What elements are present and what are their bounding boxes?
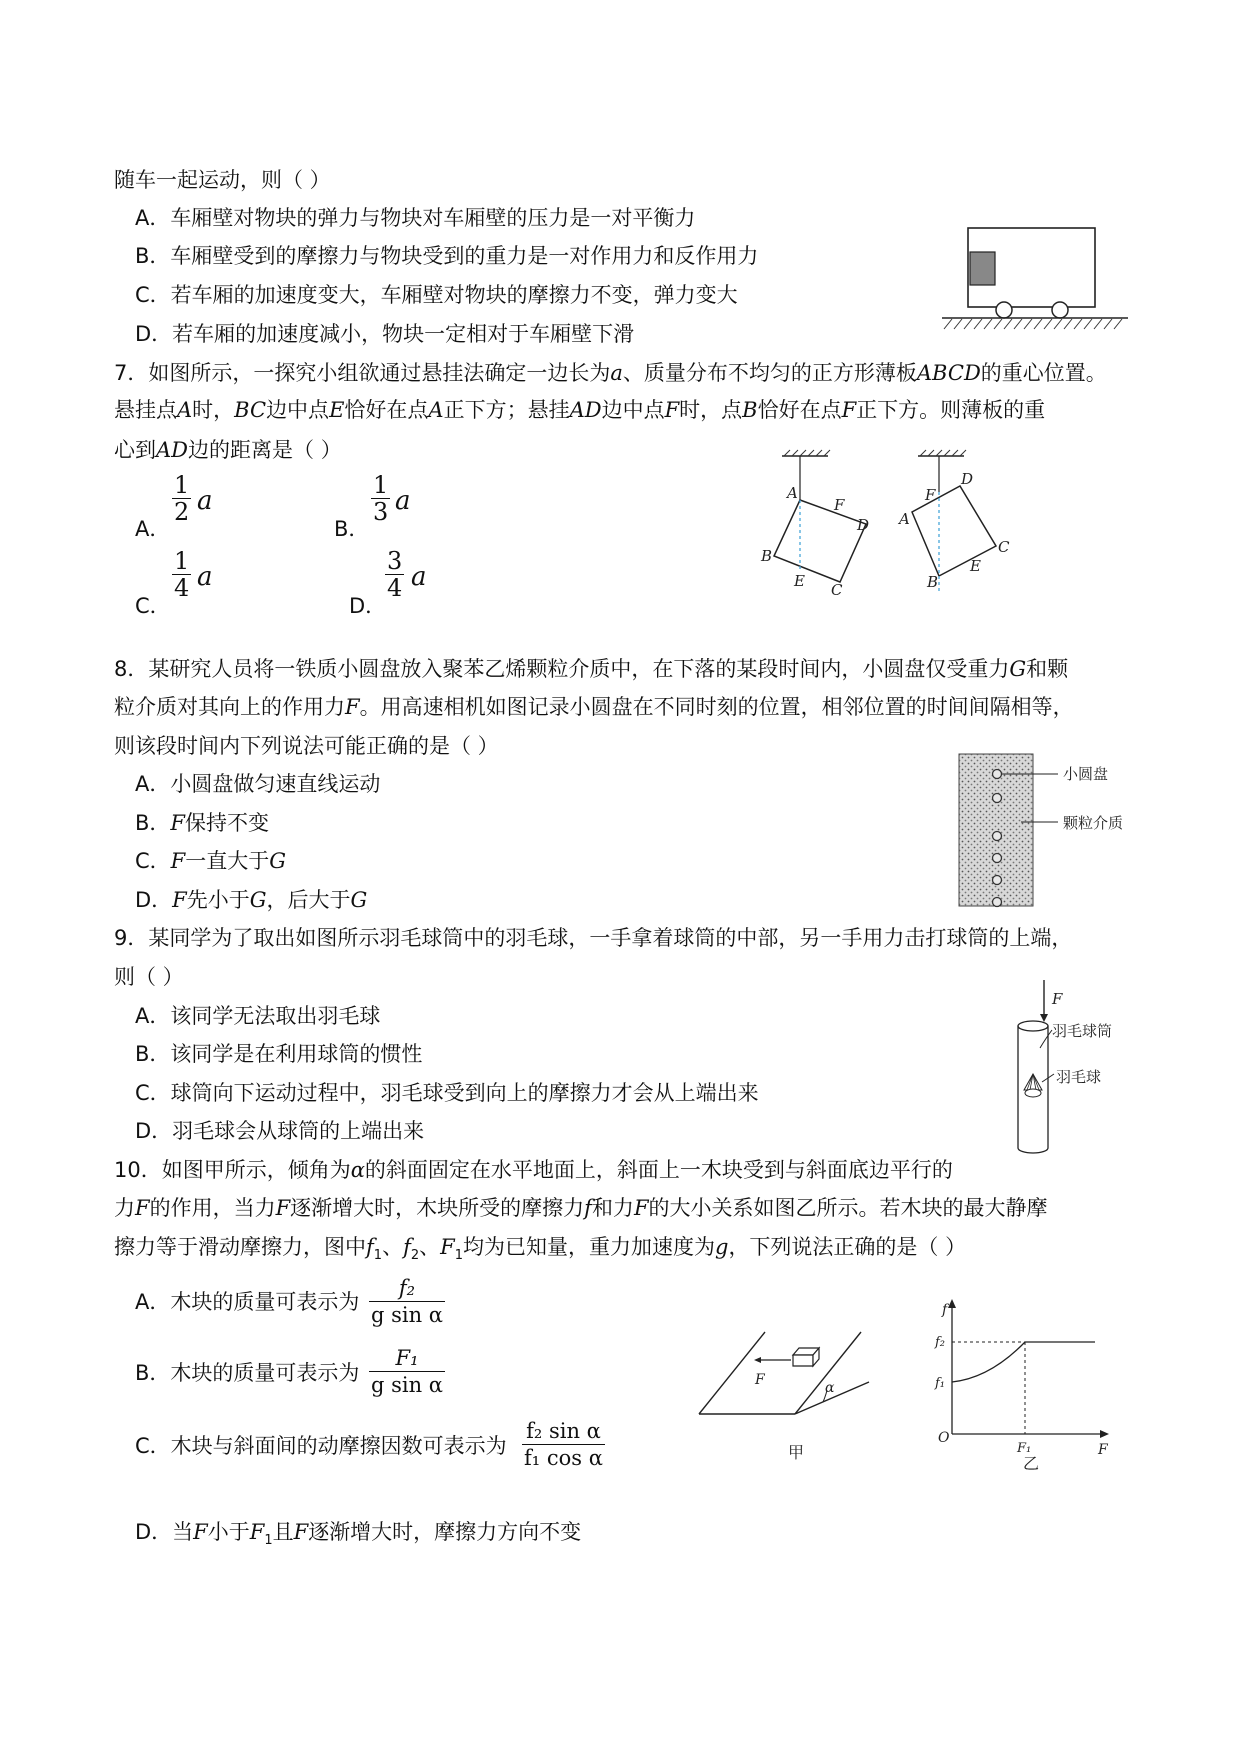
fig-label-f: F: [834, 496, 845, 514]
q7-option-c-label: C．: [135, 594, 171, 618]
q8-line-3: 则该段时间内下列说法可能正确的是（ ）: [114, 734, 499, 758]
q10-text: 且: [272, 1520, 294, 1544]
curve: [952, 1342, 1025, 1382]
fraction-denominator: f₁ cos α: [524, 1446, 603, 1470]
q7-text: 心到: [114, 438, 156, 462]
q8-text: 8．某研究人员将一铁质小圆盘放入聚苯乙烯颗粒介质中，在下落的某段时间内，小圆盘仅受重力: [114, 657, 1010, 681]
q10-text: ，下列说法正确的是（ ）: [728, 1235, 967, 1259]
fig-origin: O: [938, 1430, 950, 1446]
q10-var: F: [633, 1196, 649, 1220]
fig-force-f: F: [755, 1372, 765, 1388]
fig-label-c: C: [998, 538, 1010, 556]
q7-figure-hanging-plates: [750, 450, 1020, 610]
fig-axis-f: f: [942, 1302, 948, 1318]
q8-var: F: [345, 695, 360, 719]
q7-text: 边的距离是（ ）: [188, 438, 342, 462]
q6-figure-truck: [940, 224, 1130, 334]
fig-axis-force: F: [1098, 1442, 1108, 1458]
q10-sub: 1: [264, 1533, 273, 1549]
q6-option-d: D．若车厢的加速度减小，物块一定相对于车厢壁下滑: [135, 322, 635, 346]
fraction-numerator: 3: [387, 547, 403, 575]
q10-text: 力: [114, 1196, 135, 1220]
q8-option-b: [135, 810, 269, 836]
q8-text: 一直大于: [185, 849, 270, 873]
q7-text: 时，: [192, 398, 235, 422]
q8-var: F: [170, 811, 185, 835]
q10-option-b-text: B．木块的质量可表示为: [135, 1361, 360, 1385]
q6-stem-tail: 随车一起运动，则（ ）: [114, 168, 331, 192]
q7-option-b-label: B．: [334, 517, 370, 541]
fraction-denominator: 4: [387, 574, 403, 602]
q10-text: 擦力等于滑动摩擦力，图中: [114, 1235, 366, 1259]
q10-text: 的大小关系如图乙所示。若木块的最大静摩: [648, 1196, 1048, 1220]
q6-option-b: B．车厢壁受到的摩擦力与物块受到的重力是一对作用力和反作用力: [135, 244, 759, 268]
q10-text: 逐渐增大时，摩擦力方向不变: [308, 1520, 582, 1544]
q8-var: F: [172, 888, 187, 912]
q10-option-c-text: C．木块与斜面间的动摩擦因数可表示为: [135, 1434, 507, 1458]
q10-text: D．当: [135, 1520, 194, 1544]
q8-option-a: A．小圆盘做匀速直线运动: [135, 772, 381, 796]
q10-option-a-fraction: [369, 1275, 445, 1328]
fraction-denominator: 2: [174, 498, 190, 526]
q7-line-3: [114, 437, 342, 463]
q7-option-d-label: D．: [349, 594, 387, 618]
q8-text: 保持不变: [185, 811, 269, 835]
q10-var: F: [293, 1520, 309, 1544]
q7-var: F: [664, 398, 680, 422]
q10-var: α: [350, 1158, 365, 1182]
q7-var: BC: [234, 398, 267, 422]
q7-var: F: [841, 398, 857, 422]
fig-alpha: α: [825, 1380, 835, 1396]
fraction-numerator: f₂: [398, 1276, 416, 1300]
q7-text: 边中点: [266, 398, 330, 422]
fig-label-b: B: [927, 573, 939, 591]
q10-var: f: [366, 1235, 374, 1259]
q10-text: 小于: [207, 1520, 250, 1544]
q7-option-d-var: a: [411, 562, 427, 592]
q8-text: 粒介质对其向上的作用力: [114, 695, 345, 719]
q10-text: 均为已知量，重力加速度为: [462, 1235, 715, 1259]
q7-var: A: [428, 398, 444, 422]
fig-label-e: E: [794, 572, 805, 590]
q7-option-a-label: A．: [135, 517, 171, 541]
fig-f2-label: f₂: [935, 1335, 946, 1350]
fig-label-e: E: [970, 557, 981, 575]
q8-option-c: [135, 848, 286, 874]
q10-option-b-fraction: [369, 1345, 445, 1398]
q6-option-c: C．若车厢的加速度变大，车厢壁对物块的摩擦力不变，弹力变大: [135, 283, 738, 307]
q10-option-a-text: A．木块的质量可表示为: [135, 1290, 360, 1314]
tube-top: [1018, 1021, 1048, 1031]
q7-text: 7．如图所示，一探究小组欲通过悬挂法确定一边长为: [114, 361, 611, 385]
q10-var: F: [440, 1235, 455, 1259]
fraction-denominator: g sin α: [371, 1373, 443, 1397]
fig-force-f: F: [1052, 990, 1063, 1008]
fig-label-d: D: [857, 516, 870, 534]
q9-line-2: 则（ ）: [114, 965, 184, 989]
block: [793, 1348, 819, 1366]
q8-text: B．: [135, 811, 171, 835]
q10-var: F: [135, 1196, 150, 1220]
q7-var: AD: [569, 398, 602, 422]
q7-option-c-fraction: [172, 548, 191, 601]
q7-text: 边中点: [601, 398, 665, 422]
block: [970, 252, 995, 285]
q10-text: 和力: [591, 1196, 634, 1220]
q9-option-c: C．球筒向下运动过程中，羽毛球受到向上的摩擦力才会从上端出来: [135, 1081, 759, 1105]
q7-text: 正下方；悬挂: [443, 398, 570, 422]
ground-hatch: [944, 319, 1122, 329]
q8-text: C．: [135, 849, 171, 873]
q10-line-2: [114, 1195, 1048, 1221]
q7-option-a-fraction: [172, 472, 191, 525]
q7-var: B: [742, 398, 758, 422]
q8-option-d: [135, 887, 367, 913]
fig-label-a: A: [899, 510, 910, 528]
q7-var-a: a: [610, 361, 623, 385]
q7-var: E: [329, 398, 345, 422]
fig-f1-label: f₁: [935, 1376, 946, 1391]
q7-option-b-var: a: [395, 486, 411, 516]
q8-text: 先小于: [186, 888, 250, 912]
q8-text: ，后大于: [266, 888, 351, 912]
fraction-denominator: 3: [373, 498, 389, 526]
q10-text: 的作用，当力: [149, 1196, 276, 1220]
q7-option-c-var: a: [197, 562, 213, 592]
q8-var: F: [170, 849, 186, 873]
q7-text: 的重心位置。: [980, 361, 1107, 385]
q10-var: f: [584, 1196, 592, 1220]
fig-caption-yi: 乙: [1023, 1454, 1040, 1473]
fraction-denominator: 4: [174, 574, 190, 602]
shuttlecock: [1024, 1074, 1042, 1097]
fraction-numerator: 1: [373, 471, 389, 499]
q6-option-a: A．车厢壁对物块的弹力与物块对车厢壁的压力是一对平衡力: [135, 206, 696, 230]
q7-var: AD: [156, 438, 189, 462]
q9-figure-shuttlecock-tube: [1000, 978, 1140, 1158]
q8-var: G: [269, 849, 287, 873]
fig-tube-label: 羽毛球筒: [1052, 1022, 1113, 1040]
q8-text: D．: [135, 888, 173, 912]
fig-label-a: A: [787, 484, 798, 502]
q7-var-abcd: ABCD: [916, 361, 981, 385]
q10-option-c-fraction: [522, 1418, 605, 1471]
q10-var: f: [403, 1235, 411, 1259]
q8-line-1: [114, 656, 1068, 682]
q8-text: 。用高速相机如图记录小圆盘在不同时刻的位置，相邻位置的时间间隔相等，: [359, 695, 1074, 719]
fig-label-d: D: [961, 470, 974, 488]
q7-var: A: [177, 398, 193, 422]
q10-var: F: [249, 1520, 265, 1544]
q9-option-a: A．该同学无法取出羽毛球: [135, 1004, 381, 1028]
q10-line-3: [114, 1234, 966, 1269]
q7-text: 时，点: [679, 398, 743, 422]
fraction-numerator: 1: [174, 547, 190, 575]
q10-figure-incline: [695, 1320, 875, 1470]
q8-text: 和颗: [1026, 657, 1069, 681]
q10-var: g: [714, 1235, 729, 1259]
q10-text: 逐渐增大时，木块所受的摩擦力: [290, 1196, 585, 1220]
q7-line-2: [114, 397, 1045, 423]
fig-label-f: F: [925, 486, 936, 504]
q7-option-b-fraction: [371, 472, 390, 525]
fig-label-c: C: [831, 581, 843, 599]
fraction-numerator: 1: [174, 471, 190, 499]
q7-option-a-var: a: [197, 486, 213, 516]
q9-line-1: 9．某同学为了取出如图所示羽毛球筒中的羽毛球，一手拿着球筒的中部，另一手用力击打球筒的上端，: [114, 926, 1073, 950]
q8-var: G: [1009, 657, 1027, 681]
q9-option-d: D．羽毛球会从球筒的上端出来: [135, 1119, 425, 1143]
q10-text: 的斜面固定在水平地面上，斜面上一木块受到与斜面底边平行的: [364, 1158, 953, 1182]
q7-text: 恰好在点: [757, 398, 842, 422]
q10-sub: 1: [373, 1248, 383, 1264]
q8-line-2: [114, 694, 1074, 720]
fig-F1-label: F₁: [1017, 1441, 1032, 1456]
fig-label-b: B: [761, 547, 773, 565]
q7-line-1: [114, 360, 1107, 386]
q10-text: 、: [419, 1235, 441, 1259]
q9-option-b: B．该同学是在利用球筒的惯性: [135, 1042, 423, 1066]
q7-text: 、质量分布不均匀的正方形薄板: [622, 361, 917, 385]
fraction-numerator: F₁: [395, 1346, 419, 1370]
plate-left: [774, 500, 866, 582]
fraction-numerator: f₂ sin α: [526, 1419, 601, 1443]
q10-figure-graph: [930, 1296, 1120, 1472]
wheel-right: [1052, 302, 1068, 318]
fraction-denominator: g sin α: [371, 1303, 443, 1327]
q10-text: 10．如图甲所示，倾角为: [114, 1158, 351, 1182]
q8-var: G: [249, 888, 267, 912]
wheel-left: [996, 302, 1012, 318]
q10-sub: 1: [454, 1248, 463, 1264]
q10-line-1: [114, 1157, 953, 1183]
fig-disc-label: 小圆盘: [1063, 765, 1109, 783]
q10-sub: 2: [410, 1248, 420, 1264]
q10-option-d: [135, 1519, 581, 1554]
q10-text: 、: [382, 1235, 404, 1259]
q10-var: F: [193, 1520, 208, 1544]
q10-var: F: [275, 1196, 291, 1220]
q7-text: 悬挂点: [114, 398, 177, 422]
q7-option-d-fraction: [385, 548, 404, 601]
q7-text: 正下方。则薄板的重: [856, 398, 1046, 422]
fig-medium-label: 颗粒介质: [1063, 814, 1124, 832]
q7-text: 恰好在点: [344, 398, 429, 422]
q8-figure-granular-medium: [955, 750, 1155, 910]
q8-var: G: [350, 888, 368, 912]
fig-ball-label: 羽毛球: [1056, 1068, 1102, 1086]
fig-caption-jia: 甲: [788, 1443, 805, 1462]
